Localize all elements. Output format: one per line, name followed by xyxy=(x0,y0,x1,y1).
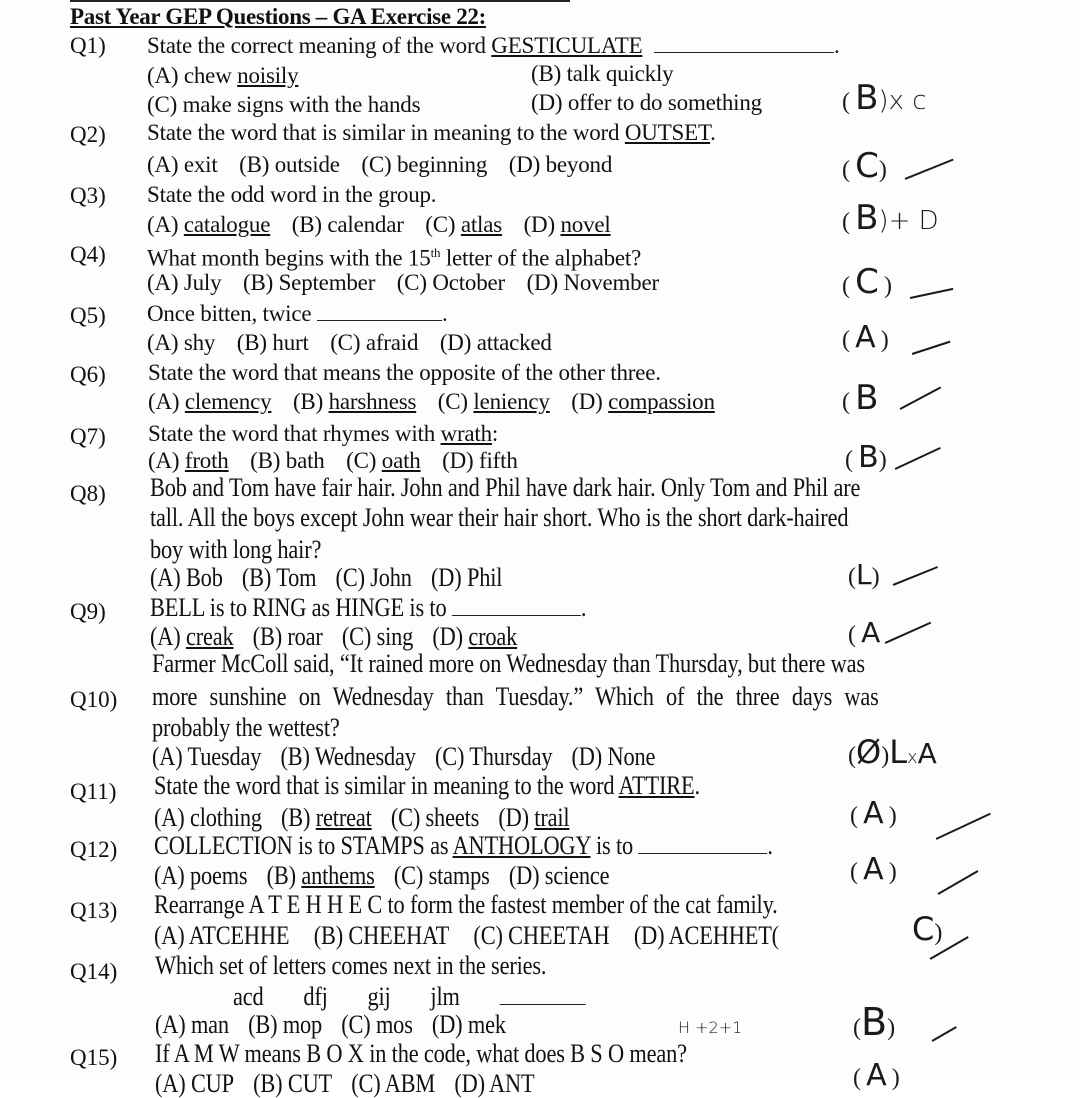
keyword: ANTHOLOGY xyxy=(452,831,591,860)
options-row: (A) catalogue (B) calendar (C) atlas (D) novel xyxy=(147,212,611,237)
question-stem: Which set of letters comes next in the series. xyxy=(155,951,547,980)
keyword: GESTICULATE xyxy=(491,33,643,58)
question-number: Q2) xyxy=(70,122,106,147)
handwritten-note: H +2+1 xyxy=(678,1018,743,1037)
question-stem: State the word that rhymes with wrath: xyxy=(148,421,499,446)
check-mark-icon xyxy=(932,1026,957,1041)
question-stem: State the word that is similar in meaning to the word ATTIRE. xyxy=(154,771,700,800)
handwritten-answer: (Ø)LxA xyxy=(848,733,937,771)
question-stem-line-1: Bob and Tom have fair hair. John and Phil have dark hair. Only Tom and Phil are xyxy=(150,473,861,502)
options-row: (A) clothing (B) retreat (C) sheets (D) trail xyxy=(154,803,570,832)
question-stem: State the word that means the opposite of the other three. xyxy=(148,360,661,385)
options-row: (A) poems (B) anthems (C) stamps (D) science xyxy=(154,861,610,890)
handwritten-answer: ( B) xyxy=(845,440,887,475)
handwritten-answer: ( B)+ D xyxy=(842,198,939,238)
question-stem-line-2: more sunshine on Wednesday than Tuesday.” Which of the three days was xyxy=(152,682,879,711)
question-stem-line-2: tall. All the boys except John wear their hair short. Who is the short dark-haired xyxy=(150,503,849,532)
question-stem: Rearrange A T E H H E C to form the fastest member of the cat family. xyxy=(154,890,778,919)
question-number: Q15) xyxy=(70,1045,118,1070)
options-row: (A) clemency (B) harshness (C) leniency (D) compassion xyxy=(148,389,715,414)
check-mark-icon xyxy=(912,341,951,355)
options-row: (A) man (B) mop (C) mos (D) mek xyxy=(155,1010,506,1039)
handwritten-answer: ( A ) xyxy=(850,852,897,887)
handwritten-answer: ( B)x c xyxy=(842,78,927,118)
check-mark-icon xyxy=(936,813,991,840)
handwritten-answer: ( A ) xyxy=(850,796,897,831)
options-row: (A) Tuesday (B) Wednesday (C) Thursday (D) None xyxy=(152,742,656,771)
question-stem: State the correct meaning of the word GESTICULATE . xyxy=(147,33,840,58)
question-stem: State the word that is similar in meaning to the word OUTSET. xyxy=(147,120,716,145)
option-d: (D) offer to do something xyxy=(531,90,762,115)
keyword: ATTIRE xyxy=(618,771,695,800)
options-row: (A) CUP (B) CUT (C) ABM (D) ANT xyxy=(155,1069,535,1098)
letter-series: acd dfj gij jlm xyxy=(233,983,586,1011)
handwritten-answer: (L) xyxy=(848,558,880,591)
question-stem: What month begins with the 15th letter of the alphabet? xyxy=(147,245,642,271)
check-mark-icon xyxy=(885,622,931,644)
question-number: Q1) xyxy=(70,33,106,58)
question-stem: If A M W means B O X in the code, what does B S O mean? xyxy=(155,1039,687,1068)
check-mark-icon xyxy=(905,159,954,180)
question-number: Q14) xyxy=(70,959,118,984)
options-row: (A) ATCEHHE (B) CHEEHAT (C) CHEETAH (D) ACEHHET( xyxy=(154,921,779,950)
question-number: Q3) xyxy=(70,183,106,208)
question-stem: COLLECTION is to STAMPS as ANTHOLOGY is to . xyxy=(154,831,773,860)
question-stem-line-1: Farmer McColl said, “It rained more on Wednesday than Thursday, but there was xyxy=(152,649,865,678)
question-stem: State the odd word in the group. xyxy=(147,182,437,207)
options-row: (A) froth (B) bath (C) oath (D) fifth xyxy=(148,448,518,473)
question-number: Q12) xyxy=(70,837,118,862)
question-number: Q7) xyxy=(70,424,106,449)
keyword: OUTSET xyxy=(624,120,711,145)
options-row: (A) exit (B) outside (C) beginning (D) beyond xyxy=(147,152,613,177)
handwritten-answer: C) xyxy=(912,910,943,948)
handwritten-answer: (B) xyxy=(853,1000,896,1044)
question-number: Q8) xyxy=(70,481,106,506)
check-mark-icon xyxy=(910,288,953,299)
question-stem-line-3: probably the wettest? xyxy=(152,713,340,742)
handwritten-answer: ( C) xyxy=(842,146,887,186)
handwritten-answer: ( B xyxy=(842,378,879,418)
top-rule xyxy=(70,0,570,2)
option-b: (B) talk quickly xyxy=(531,61,674,86)
check-mark-icon xyxy=(900,386,941,409)
question-number: Q13) xyxy=(70,898,118,923)
question-stem-line-3: boy with long hair? xyxy=(150,535,322,564)
check-mark-icon xyxy=(895,447,941,470)
handwritten-answer: ( A xyxy=(848,616,881,649)
question-number: Q10) xyxy=(70,687,118,712)
options-row: (A) shy (B) hurt (C) afraid (D) attacked xyxy=(147,330,552,355)
question-number: Q5) xyxy=(70,303,106,328)
option-a: (A) chew noisily xyxy=(147,63,299,88)
question-stem: BELL is to RING as HINGE is to . xyxy=(150,593,587,622)
check-mark-icon xyxy=(893,566,938,585)
option-c: (C) make signs with the hands xyxy=(147,92,421,117)
handwritten-answer: ( A ) xyxy=(853,1058,900,1093)
handwritten-answer: ( A ) xyxy=(842,320,889,355)
question-number: Q4) xyxy=(70,242,106,267)
question-stem: Once bitten, twice . xyxy=(147,301,448,326)
check-mark-icon xyxy=(938,870,979,894)
question-number: Q11) xyxy=(70,779,117,804)
options-row: (A) July (B) September (C) October (D) November xyxy=(147,270,659,295)
options-row: (A) Bob (B) Tom (C) John (D) Phil xyxy=(150,563,503,592)
page-title: Past Year GEP Questions – GA Exercise 22: xyxy=(70,4,486,29)
question-number: Q9) xyxy=(70,599,106,624)
question-number: Q6) xyxy=(70,362,106,387)
handwritten-answer: ( C ) xyxy=(842,262,892,302)
keyword: wrath xyxy=(440,421,492,446)
options-row: (A) creak (B) roar (C) sing (D) croak xyxy=(150,622,518,651)
